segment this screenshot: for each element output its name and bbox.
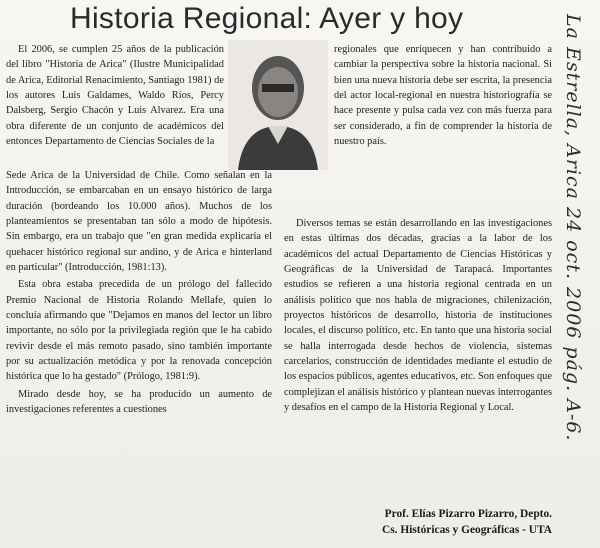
left-column-top [6,42,224,149]
signature-line-1: Prof. Elías Pizarro Pizarro, Depto. [384,508,552,520]
signature-line-2: Cs. Históricas y Geográficas - UTA [382,524,552,536]
right-column-top [334,42,552,149]
paragraph: El 2006, se cumplen 25 años de la publicación del libro "Historia de Arica" (Ilustre Municipalidad de Arica, Editorial Renacimiento, Santiago 1981) de los autores Luis Galdames, Waldo Ríos, Percy Dalsberg, Sergio Chacón y Luis Alvarez. Era una obra diferente de un conjunto de académicos del entonces Departamento de Ciencias Sociales de la [6,44,224,148]
paragraph: Diversos temas se están desarrollando en las investigaciones en estas últimas dos décadas, gracias a la labor de los académicos del actual Departamento de Ciencias Históricas y Geográficas de la Universidad de Tarapacá. Importantes estudios se refieren a una historia regional centrada en un análisis político que nos habla de migraciones, chilenización, proyectos históricos de desarrollo, historia de instituciones locales, el discurso político, etc. En tanto que una historia social se halla interrogada desde hechos de violencia, sistemas carcelarios, construcción de identidades mediante el estudio de los espacios públicos, agentes educativos, etc. Son enfoques que complejizan el análisis histórico y plantean nuevas interrogantes y desafíos en el campo de la Historia Regional y Local. [284,218,552,414]
paragraph: Mirado desde hoy, se ha producido un aumento de investigaciones referentes a cuestiones [6,388,272,416]
author-photo [228,40,328,170]
right-column [284,216,552,415]
author-portrait-image [228,40,328,170]
paragraph: Sede Arica de la Universidad de Chile. Como señalan en la Introducción, se embarcaban en un ensayo histórico de larga duración (bordeando los 10.000 años). Muchos de los planteamientos se presentaban tan sólo a modo de hipótesis. Sin embargo, era un trabajo que "en gran medida explicaría el quehacer histórico regional sur andino, y de Arica e hinterland en particular" (Introducción, 1981:13). [6,170,272,274]
left-column [6,168,272,418]
author-signature [318,506,552,538]
paragraph: regionales que enriquecen y han contribuido a cambiar la perspectiva sobre la historia nacional. Si bien una nueva historia debe ser escrita, la presencia del actor local-regional en nuestra historiografía se hace presente y pulsa cada vez con más fuerza para ser considerado, a fin de comprender la historia de nuestro país. [334,44,552,148]
paragraph: Esta obra estaba precedida de un prólogo del fallecido Premio Nacional de Historia Rolando Mellafe, quien lo concluía afirmando que "Dejamos en manos del lector un libro importante, no sólo por la privilegiada región que le ha cabido revivir desde el más remoto pasado, sino también importante por su actualización metódica y por la renovada concepción histórica que lo ha gestado" (Prólogo, 1981:9). [6,279,272,383]
article-title: Historia Regional: Ayer y hoy [70,2,464,35]
handwritten-source-note: La Estrella, Arica 24 oct. 2006 pág. A-6. [562,14,584,442]
